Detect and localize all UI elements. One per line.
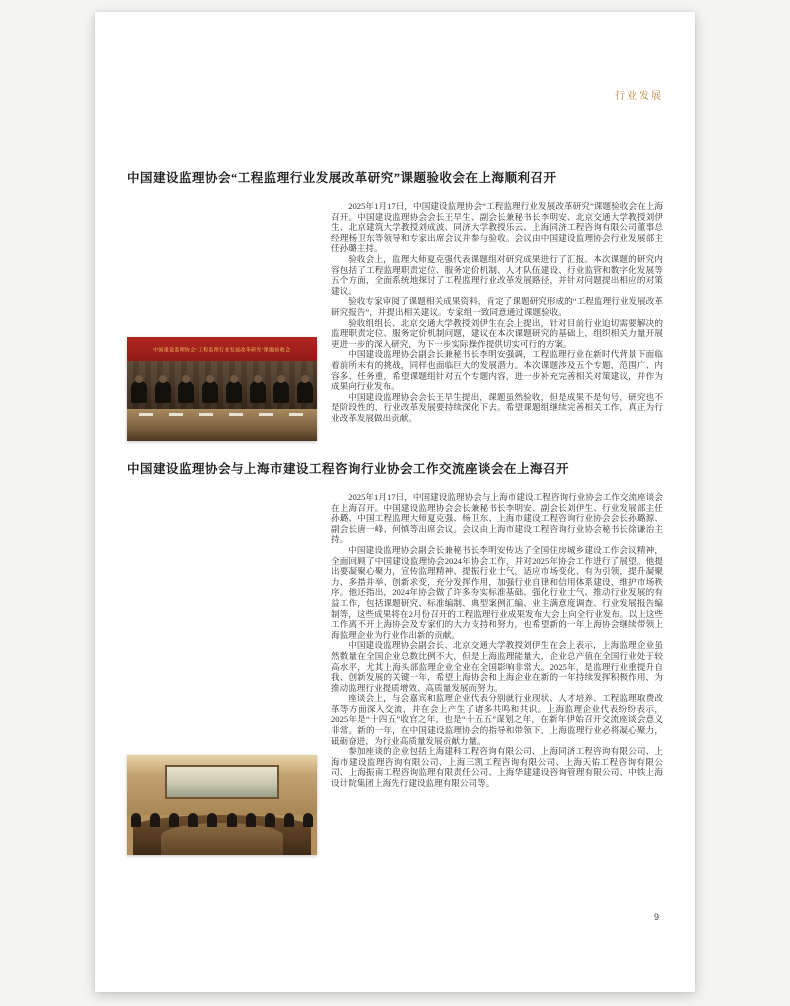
conference-attendees — [131, 813, 313, 829]
article2-paragraph: 参加座谈的企业包括上海建科工程咨询有限公司、上海同济工程咨询有限公司、上海市建设监理咨询有限公司、上海三凯工程咨询有限公司、上海天佑工程咨询有限公司、上海振南工程咨询监理有限责任公司、上海华建建设咨询管理有限公司、中铁上海设计院集团上海先行建设监理有限公司等。 — [331, 746, 663, 789]
person-silhouette — [265, 813, 275, 827]
article2-paragraph: 中国建设监理协会副会长兼秘书长李明安传达了全国住房城乡建设工作会议精神，全面回顾了中国建设监理协会2024年协会工作，并对2025年协会工作进行了展望。他提出要凝聚心聚力，宣传监理精神、提振行业士气，适应市场变化、有为引领，提升凝聚力、多措并举、创新求变，充分发挥作用，加强行业自律和信用体系建设，维护市场秩序。他还指出，2024年协会做了许多夯实标准基础、强化行业士气、推动行业发展的有益工作，包括课题研究、标准编制、典型案例汇编、业主满意度调查、行业发展报告编制等，这些成果将在2月份召开的工程监理行业成果发布大会上向全行业发布。以上这些工作离不开上海协会及专家们的大力支持和努力，也希望新的一年上海协会继续带领上海监理企业为行业作出新的贡献。 — [331, 544, 663, 640]
person-silhouette — [178, 381, 194, 403]
person-silhouette — [227, 813, 237, 827]
article2-photo-column — [127, 492, 317, 855]
article2-paragraph: 中国建设监理协会副会长、北京交通大学教授刘伊生在会上表示，上海监理企业虽然数量在全国企业总数比例不大，但是上海监理能量大，企业总产值在全国行业处于较高水平，尤其上海头部监理企业全业在全国影响非常大。2025年，是监理行业重提升自我、创新发展的关键一年，希望上海协会和上海企业在新的一年持续发挥积极作用，为推动监理行业提质增效、高质量发展而努力。 — [331, 640, 663, 693]
person-silhouette — [246, 813, 256, 827]
person-silhouette — [284, 813, 294, 827]
article1-paragraph: 中国建设监理协会会长王早生提出，课题虽然验收，但是成果不是句号，研究也不是阶段性的，行业改革发展要持续深化下去。希望课题组继续完善相关工作，真正为行业改革发展做出贡献。 — [331, 391, 663, 423]
article2-body — [127, 492, 663, 855]
meeting-table — [127, 409, 317, 441]
person-silhouette — [226, 381, 242, 403]
article1-title: 中国建设监理协会“工程监理行业发展改革研究”课题验收会在上海顺利召开 — [127, 171, 557, 185]
meeting-photo-roundtable — [127, 755, 317, 855]
person-silhouette — [273, 381, 289, 403]
meeting-attendees — [131, 377, 313, 403]
section-label: 行业发展 — [615, 91, 663, 102]
person-silhouette — [131, 813, 141, 827]
person-silhouette — [169, 813, 179, 827]
wall-painting — [165, 765, 279, 799]
article1-paragraph: 中国建设监理协会副会长兼秘书长李明安强调，工程监理行业在新时代背景下面临着前所未有的挑战，同样也面临巨大的发展潜力。本次课题涉及五个专题，范围广、内容多、任务重，希望课题组针对五个专题内容，进一步补充完善相关对策建议，并作为成果向行业发布。 — [331, 349, 663, 392]
article1-paragraph: 验收专家审阅了课题相关成果资料，肯定了课题研究形成的“工程监理行业发展改革研究报告”，并提出相关建议。专家组一致同意通过课题验收。 — [331, 296, 663, 317]
person-silhouette — [303, 813, 313, 827]
person-silhouette — [207, 813, 217, 827]
meeting-room-scene — [127, 361, 317, 441]
meeting-red-banner — [127, 337, 317, 361]
article1-body — [127, 201, 663, 441]
article1-paragraph: 验收组组长、北京交通大学教授刘伊生在会上提出，针对目前行业迫切需要解决的监理职责定位、服务定价机制问题，建议在本次课题研究的基础上，组织相关力量开展更进一步的深入研究，为下一步实际操作提供切实可行的方案。 — [331, 317, 663, 349]
article1-photo-column — [127, 201, 317, 441]
person-silhouette — [202, 381, 218, 403]
magazine-page — [95, 12, 695, 992]
person-silhouette — [297, 381, 313, 403]
article1-text-column — [331, 201, 663, 441]
person-silhouette — [150, 813, 160, 827]
article2-paragraph: 座谈会上，与会嘉宾和监理企业代表分别就行业现状、人才培养、工程监理取费改革等方面深入交流，并在会上产生了诸多共鸣和共识。上海监理企业代表纷纷表示，2025年是“十四五”收官之年，也是“十五五”谋划之年，在新年伊始召开交流座谈会意义非常。新的一年，在中国建设监理协会的指导和带领下，上海监理行业必将凝心聚力，砥砺奋进，为行业高质量发展贡献力量。 — [331, 693, 663, 746]
article2-paragraph: 2025年1月17日，中国建设监理协会与上海市建设工程咨询行业协会工作交流座谈会在上海召开。中国建设监理协会会长兼秘书长李明安、副会长刘伊生、行业发展部主任孙璐、中国工程监理大师夏克强、杨卫东、上海市建设工程咨询行业协会会长孙璐源、副会长唐一峰、何慎等出席会议。会议由上海市建设工程咨询行业协会秘书长徐谦治主持。 — [331, 492, 663, 545]
page-number: 9 — [653, 912, 659, 922]
person-silhouette — [188, 813, 198, 827]
article1-paragraph: 验收会上，监理大师夏克强代表课题组对研究成果进行了汇报。本次课题的研究内容包括了工程监理职责定位、服务定价机制、人才队伍建设、行业监管和数字化发展等五个方面，全面系统地探讨了工程监理行业改革发展路径，并针对问题提出相应的对策建议。 — [331, 253, 663, 296]
page-header — [127, 12, 663, 104]
meeting-banner-text: 中国建设监理协会“工程监理行业发展改革研究”课题验收会 — [153, 347, 291, 353]
person-silhouette — [131, 381, 147, 403]
meeting-photo-validation — [127, 337, 317, 441]
person-silhouette — [155, 381, 171, 403]
article1-paragraph: 2025年1月17日，中国建设监理协会“工程监理行业发展改革研究”课题验收会在上海召开。中国建设监理协会会长王早生、副会长兼秘书长李明安、北京交通大学教授刘伊生、北京建筑大学教授刘成波、同济大学教授乐云、上海同济工程咨询有限公司董事总经理杨卫东等领导和专家出席会议并参与验收。会议由中国建设监理协会行业发展部主任孙璐主持。 — [331, 201, 663, 254]
person-silhouette — [250, 381, 266, 403]
article2-title: 中国建设监理协会与上海市建设工程咨询行业协会工作交流座谈会在上海召开 — [127, 462, 570, 476]
article2-text-column — [331, 492, 663, 855]
